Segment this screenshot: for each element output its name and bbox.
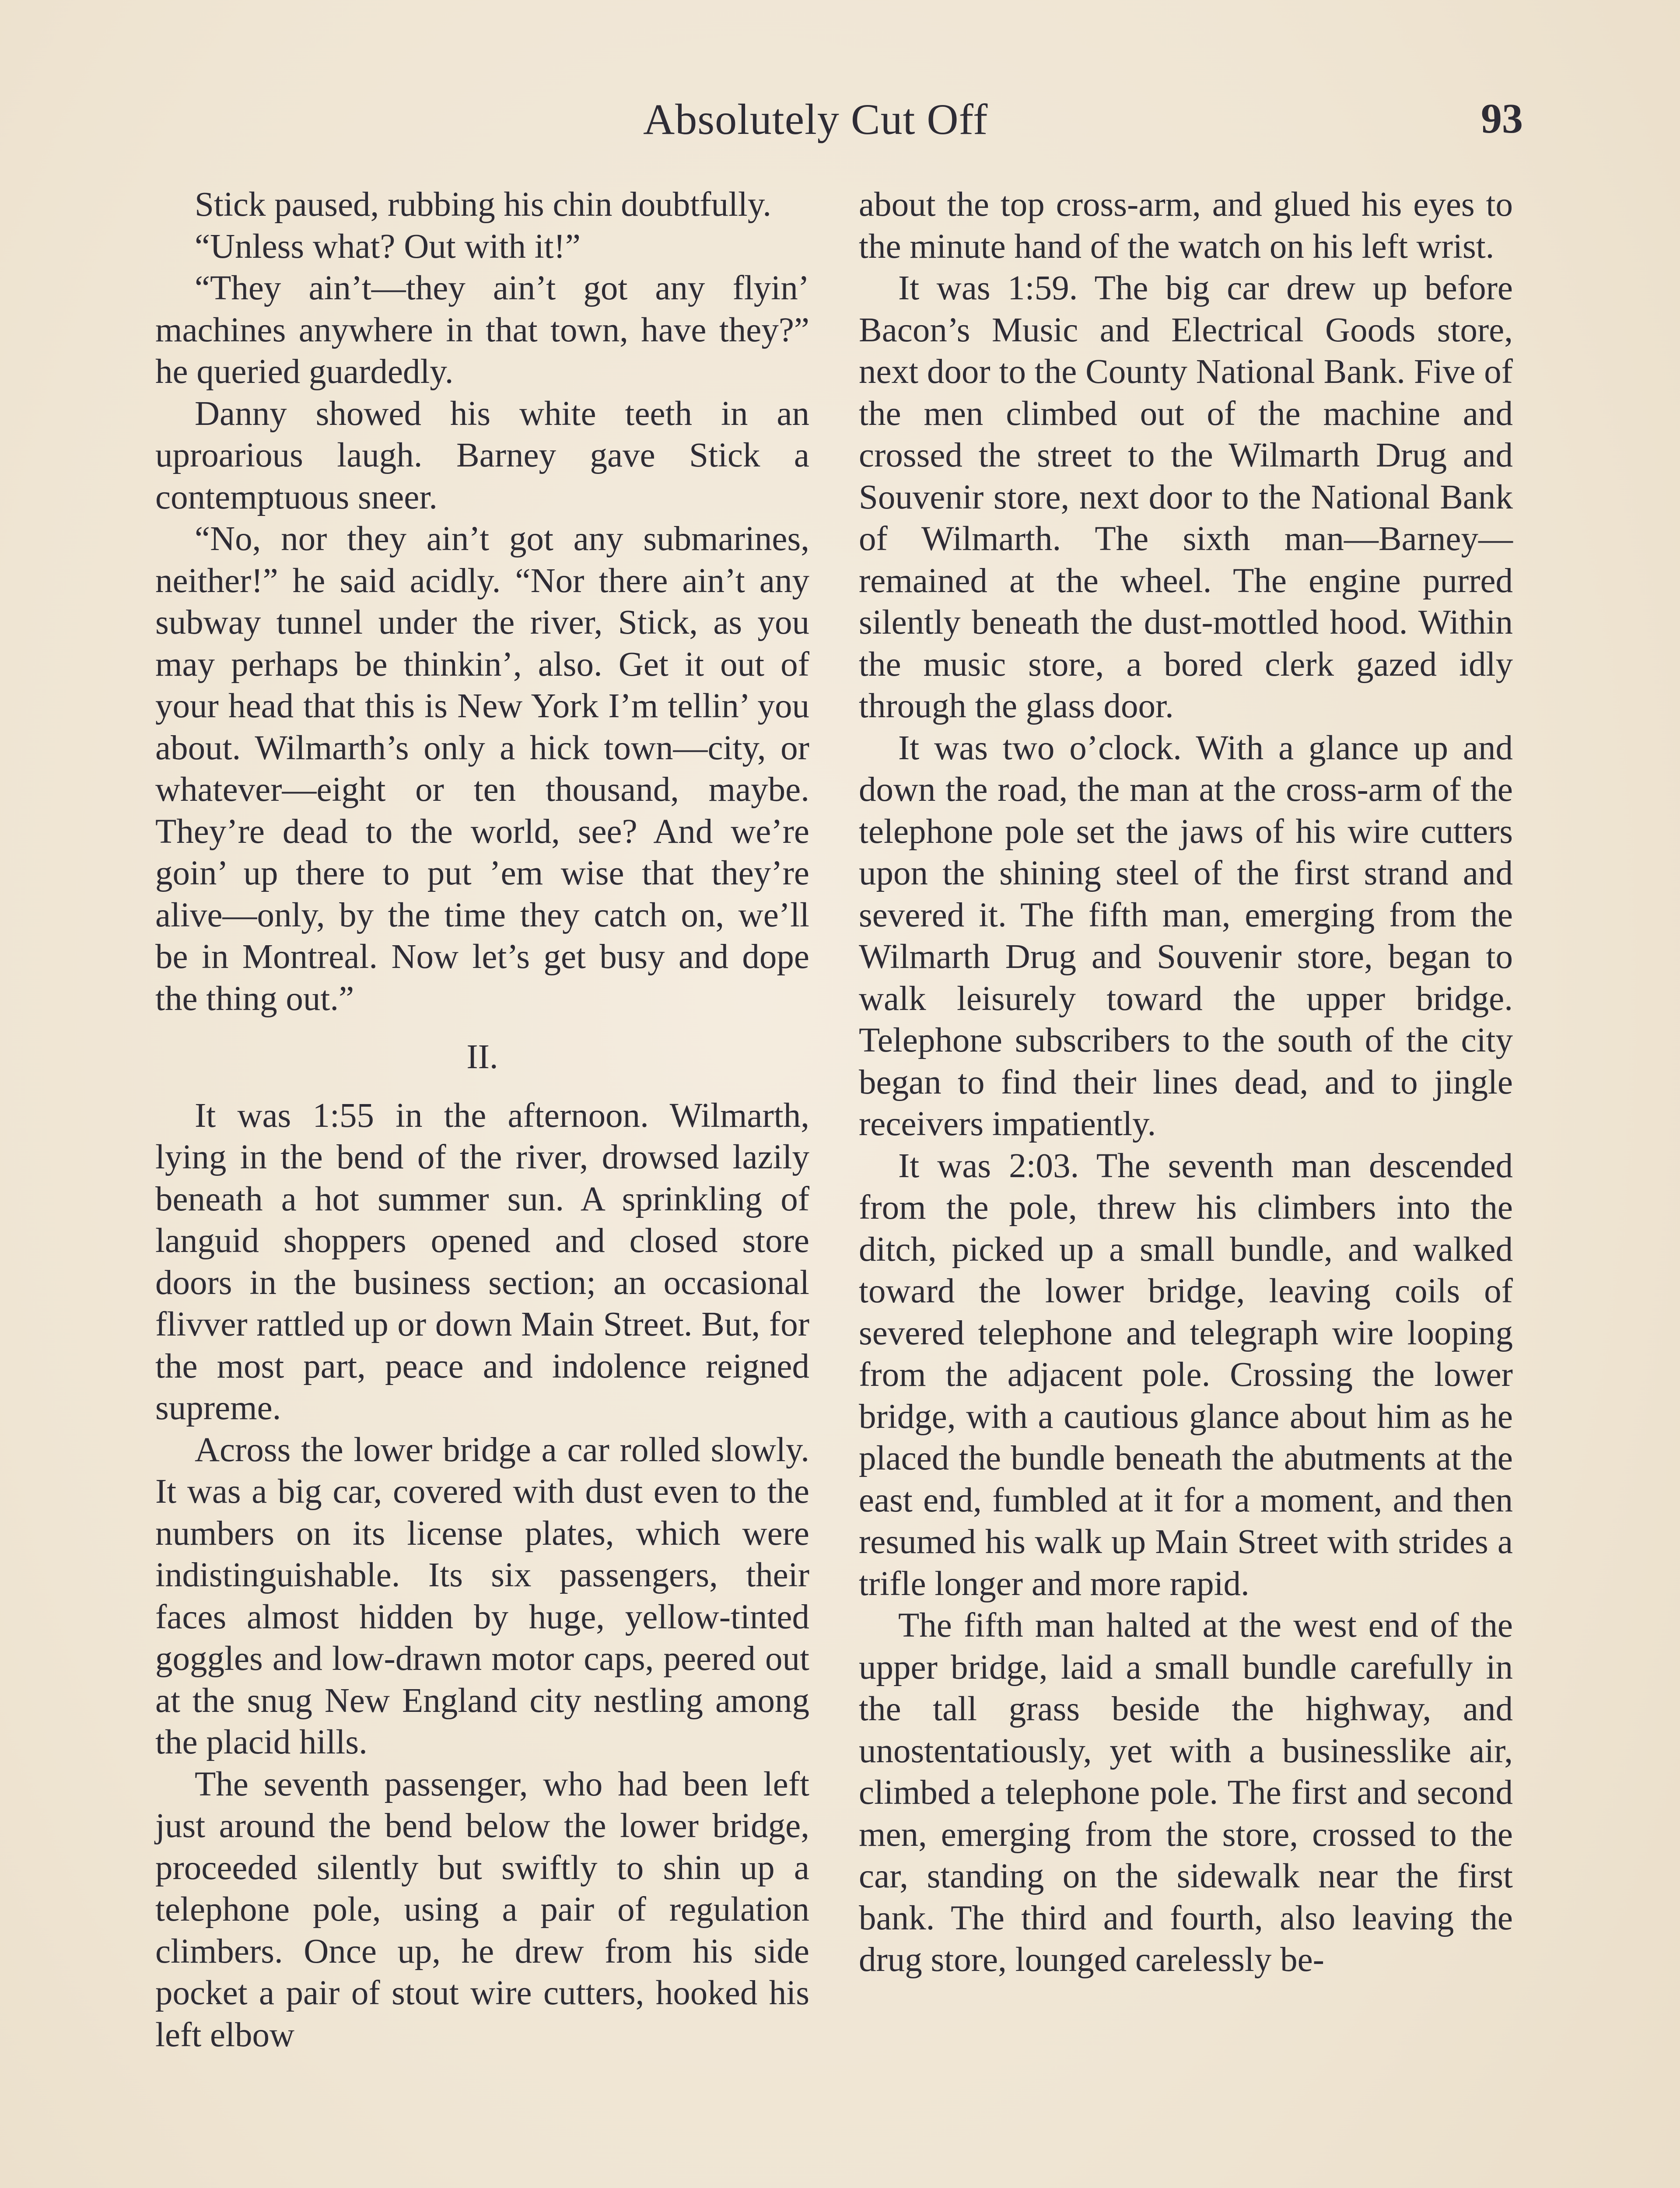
paragraph: Across the lower bridge a car rolled slowly. It was a big car, covered with dust even to the numbers on its license plates, which were indistinguishable. Its six passengers, their faces almost hidden by huge, yellow-tinted goggles and low-drawn motor caps, peered out at the snug New England city nestling among the placid hills.	[155, 1431, 809, 1761]
section-heading: II.	[466, 1038, 498, 1076]
paragraph: “No, nor they ain’t got any submarines, neither!” he said acidly. “Nor there ain’t any subway tunnel under the river, Stick, as you may perhaps be thinkin’, also. Get it out of your head that this is New York I’m tellin’ you about. Wilmarth’s only a hick town—city, or whatever—eight or ten thousand, maybe. They’re dead to the world, see? And we’re goin’ up there to put ’em wise that they’re alive—only, by the time they catch on, we’ll be in Montreal. Now let’s get busy and dope the thing out.”	[155, 520, 809, 1018]
paragraph: It was 1:59. The big car drew up before Bacon’s Music and Electrical Goods store, next door to the County National Bank. Five of the men climbed out of the machine and crossed the street to the Wilmarth Drug and Souvenir store, next door to the National Bank of Wilmarth. The sixth man—Barney—remained at the wheel. The engine purred silently beneath the dust-mottled hood. Within the music store, a bored clerk gazed idly through the glass door.	[859, 269, 1513, 725]
paragraph: The seventh passenger, who had been left just around the bend below the lower bridge, proceeded silently but swiftly to shin up a telephone pole, using a pair of regulation climbers. Once up, he drew from his side pocket a pair of stout wire cutters, hooked his left elbow	[155, 1765, 809, 2054]
paragraph: “They ain’t—they ain’t got any flyin’ machines anywhere in that town, have they?” he queried guardedly.	[155, 269, 809, 391]
left-column	[155, 184, 809, 2056]
paragraph: The fifth man halted at the west end of the upper bridge, laid a small bundle carefully in the tall grass beside the highway, and unostentatiously, yet with a businesslike air, climbed a telephone pole. The first and second men, emerging from the store, crossed to the car, standing on the sidewalk near the first bank. The third and fourth, also leaving the drug store, lounged carelessly be-	[859, 1606, 1513, 1979]
right-column	[859, 184, 1513, 1981]
paragraph-continuation: about the top cross-arm, and glued his eyes to the minute hand of the watch on his left wrist.	[859, 186, 1513, 266]
paragraph: “Unless what? Out with it!”	[195, 227, 581, 266]
page-number: 93	[1481, 95, 1523, 142]
paragraph: Danny showed his white teeth in an uproarious laugh. Barney gave Stick a contemptuous sneer.	[155, 394, 809, 516]
paragraph: It was two o’clock. With a glance up and down the road, the man at the cross-arm of the telephone pole set the jaws of his wire cutters upon the shining steel of the first strand and severed it. The fifth man, emerging from the Wilmarth Drug and Souvenir store, began to walk leisurely toward the upper bridge. Telephone subscribers to the south of the city began to find their lines dead, and to jingle receivers impatiently.	[859, 729, 1513, 1143]
paragraph: Stick paused, rubbing his chin doubtfully.	[195, 186, 772, 224]
paragraph: It was 2:03. The seventh man descended from the pole, threw his climbers into the ditch, picked up a small bundle, and walked toward the lower bridge, leaving coils of severed telephone and telegraph wire looping from the adjacent pole. Crossing the lower bridge, with a cautious glance about him as he placed the bundle beneath the abutments at the east end, fumbled at it for a moment, and then resumed his walk up Main Street with strides a trifle longer and more rapid.	[859, 1147, 1513, 1603]
running-header	[0, 94, 1680, 160]
paragraph: It was 1:55 in the afternoon. Wilmarth, lying in the bend of the river, drowsed lazily beneath a hot summer sun. A sprinkling of languid shoppers opened and closed store doors in the business section; an occasional flivver rattled up or down Main Street. But, for the most part, peace and indolence reigned supreme.	[155, 1096, 809, 1427]
running-title: Absolutely Cut Off	[643, 95, 988, 144]
